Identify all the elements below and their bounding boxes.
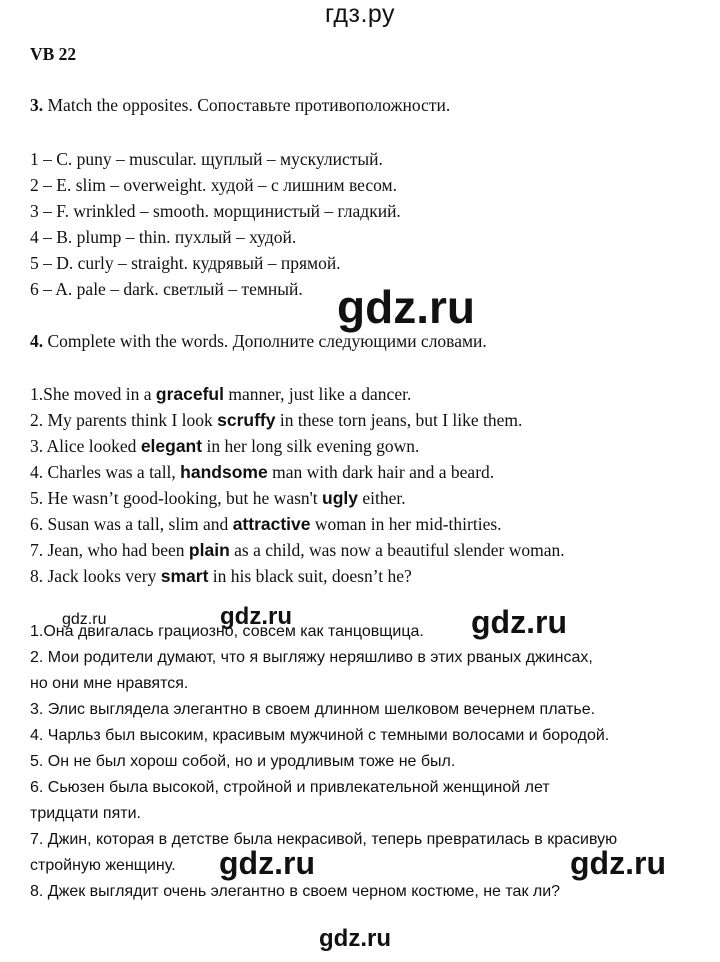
watermark: gdz.ru — [570, 845, 666, 881]
translation-line: 1.Она двигалась грациозно, совсем как танцовщица. — [30, 623, 424, 640]
page-label: VB 22 — [30, 44, 77, 64]
task3-item-5: 5 – D. curly – straight. кудрявый – прямой. — [30, 253, 341, 273]
task4-sentence-1: 1.She moved in a graceful manner, just like a dancer. — [30, 384, 412, 404]
task4-sentence-6: 6. Susan was a tall, slim and attractive woman in her mid-thirties. — [30, 514, 502, 534]
task3-item-6: 6 – A. pale – dark. светлый – темный. — [30, 279, 303, 299]
task4-sentence-7: 7. Jean, who had been plain as a child, was now a beautiful slender woman. — [30, 540, 565, 560]
answer-word: scruffy — [217, 410, 276, 430]
task3-item-1: 1 – C. puny – muscular. щуплый – мускулистый. — [30, 149, 383, 169]
task4-sentence-5: 5. He wasn’t good-looking, but he wasn't ugly either. — [30, 488, 406, 508]
answer-word: plain — [188, 540, 230, 560]
watermark: gdz.ru — [220, 603, 292, 630]
answer-word: smart — [160, 566, 209, 586]
translation-line: 3. Элис выглядела элегантно в своем длинном шелковом вечернем платье. — [30, 701, 596, 718]
task3-number: 3. — [30, 95, 44, 115]
site-header: гдз.ру — [324, 0, 396, 28]
task4-sentence-3: 3. Alice looked elegant in her long silk evening gown. — [30, 436, 420, 456]
task4-sentence-8: 8. Jack looks very smart in his black suit, doesn’t he? — [30, 566, 412, 586]
answer-word: attractive — [232, 514, 311, 534]
answer-word: elegant — [140, 436, 203, 456]
task4-instruction: Complete with the words. Дополните следующими словами. — [47, 331, 487, 351]
task3-instruction: Match the opposites. Сопоставьте противоположности. — [47, 95, 451, 115]
translation-line: 6. Сьюзен была высокой, стройной и привлекательной женщиной лет — [30, 779, 550, 796]
task3-item-2: 2 – E. slim – overweight. худой – с лишним весом. — [30, 175, 397, 195]
task3-item-4: 4 – B. plump – thin. пухлый – худой. — [30, 227, 297, 247]
answer-word: ugly — [322, 488, 359, 508]
watermark: gdz.ru — [219, 845, 315, 881]
task4-sentence-2: 2. My parents think I look scruffy in these torn jeans, but I like them. — [30, 410, 523, 430]
watermark: gdz.ru — [319, 925, 391, 952]
watermark: gdz.ru — [471, 604, 567, 640]
watermark: gdz.ru — [337, 281, 475, 333]
translation-line: 8. Джек выглядит очень элегантно в своем черном костюме, не так ли? — [30, 883, 561, 900]
task4-sentence-4: 4. Charles was a tall, handsome man with dark hair and a beard. — [30, 462, 495, 482]
translation-line: 2. Мои родители думают, что я выгляжу неряшливо в этих рваных джинсах, — [30, 649, 593, 666]
task4-heading — [30, 331, 487, 351]
translation-line: но они мне нравятся. — [30, 675, 189, 692]
watermark: gdz.ru — [62, 611, 107, 628]
translation-line: 7. Джин, которая в детстве была некрасивой, теперь превратилась в красивую — [30, 831, 618, 848]
translation-line: 5. Он не был хорош собой, но и уродливым тоже не был. — [30, 753, 456, 770]
answer-word: graceful — [155, 384, 224, 404]
translation-line: тридцати пяти. — [30, 805, 141, 822]
translation-line: 4. Чарльз был высоким, красивым мужчиной с темными волосами и бородой. — [30, 727, 610, 744]
task3-item-3: 3 – F. wrinkled – smooth. морщинистый – гладкий. — [30, 201, 401, 221]
task3-heading — [30, 95, 450, 115]
answer-word: handsome — [180, 462, 268, 482]
translation-line: стройную женщину. — [30, 857, 176, 874]
task4-number: 4. — [30, 331, 44, 351]
